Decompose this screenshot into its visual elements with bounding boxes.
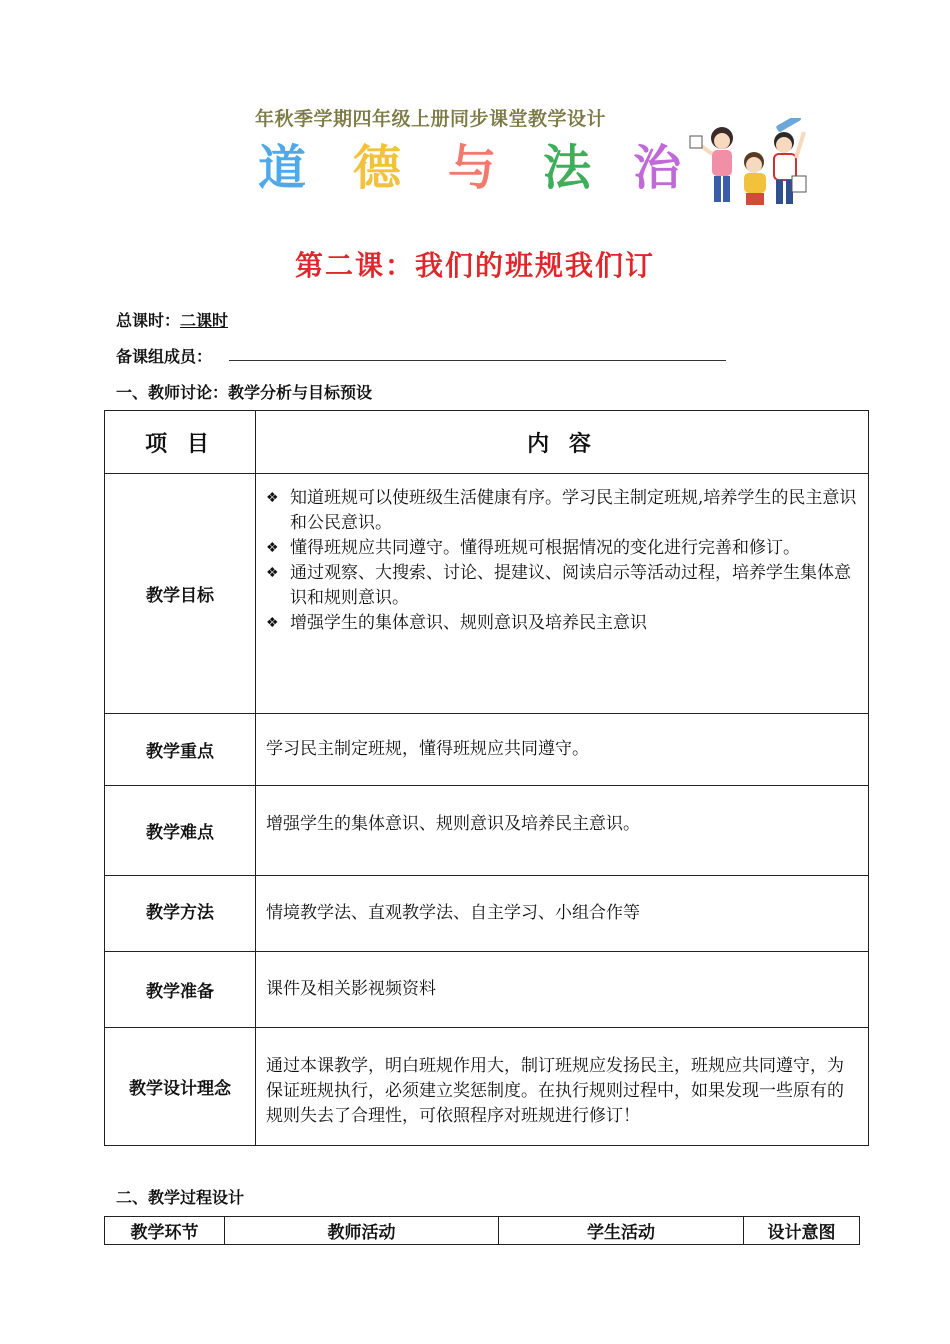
total-hours-label: 总课时： bbox=[116, 311, 181, 330]
total-hours-value: 二课时 bbox=[180, 311, 229, 330]
diamond-bullet-icon: ❖ bbox=[266, 490, 279, 506]
goal-item bbox=[266, 486, 858, 536]
diamond-bullet-icon: ❖ bbox=[266, 540, 279, 556]
banner-title-char: 德 bbox=[353, 140, 402, 196]
goals-cell bbox=[256, 474, 869, 714]
banner-subtitle: 年秋季学期四年级上册同步课堂教学设计 bbox=[255, 108, 607, 130]
goal-text: 知道班规可以使班级生活健康有序。学习民主制定班规,培养学生的民主意识和公民意识。 bbox=[290, 488, 857, 533]
section1-heading: 一、教师讨论：教学分析与目标预设 bbox=[116, 383, 373, 402]
prep: 课件及相关影视频资料 bbox=[256, 952, 869, 1028]
goals-list bbox=[266, 486, 858, 636]
col-design-intent: 设计意图 bbox=[744, 1217, 860, 1245]
diamond-bullet-icon: ❖ bbox=[266, 565, 279, 581]
banner-title-char: 治 bbox=[633, 140, 682, 196]
prep-label: 教学准备 bbox=[105, 952, 256, 1028]
group-members-fill-line bbox=[229, 360, 726, 361]
key-points-label: 教学重点 bbox=[105, 714, 256, 786]
difficulty: 增强学生的集体意识、规则意识及培养民主意识。 bbox=[256, 786, 869, 876]
goal-item bbox=[266, 611, 858, 636]
teaching-analysis-table bbox=[104, 410, 869, 1146]
header-content: 内 容 bbox=[256, 411, 869, 474]
concept-label: 教学设计理念 bbox=[105, 1028, 256, 1146]
total-hours bbox=[116, 308, 228, 331]
goal-text: 懂得班规应共同遵守。懂得班规可根据情况的变化进行完善和修订。 bbox=[290, 538, 800, 558]
banner-title bbox=[258, 138, 688, 198]
concept: 通过本课教学，明白班规作用大，制订班规应发扬民主，班规应共同遵守，为保证班规执行，必须建立奖惩制度。在执行规则过程中，如果发现一些原有的规则失去了合理性，可依照程序对班规进行修订！ bbox=[256, 1028, 869, 1146]
col-student-activity: 学生活动 bbox=[499, 1217, 744, 1245]
teaching-process-table bbox=[104, 1216, 860, 1245]
diamond-bullet-icon: ❖ bbox=[266, 615, 279, 631]
goal-item bbox=[266, 536, 858, 561]
col-stage: 教学环节 bbox=[105, 1217, 225, 1245]
difficulty-label: 教学难点 bbox=[105, 786, 256, 876]
goal-item bbox=[266, 561, 858, 611]
lesson-title: 第二课：我们的班规我们订 bbox=[294, 249, 655, 282]
students-cartoon-illustration bbox=[688, 118, 810, 208]
section2-heading: 二、教学过程设计 bbox=[116, 1188, 245, 1207]
banner-title-char: 道 bbox=[258, 140, 307, 196]
col-teacher-activity: 教师活动 bbox=[225, 1217, 499, 1245]
method-label: 教学方法 bbox=[105, 876, 256, 952]
key-points: 学习民主制定班规，懂得班规应共同遵守。 bbox=[256, 714, 869, 786]
method: 情境教学法、直观教学法、自主学习、小组合作等 bbox=[256, 876, 869, 952]
goal-text: 增强学生的集体意识、规则意识及培养民主意识 bbox=[290, 613, 647, 633]
banner-title-char: 与 bbox=[448, 140, 497, 196]
goal-text: 通过观察、大搜索、讨论、提建议、阅读启示等活动过程，培养学生集体意识和规则意识。 bbox=[290, 563, 851, 608]
header-item: 项 目 bbox=[105, 411, 256, 474]
group-members-label: 备课组成员： bbox=[116, 347, 213, 366]
banner-title-char: 法 bbox=[543, 140, 592, 196]
goals-label: 教学目标 bbox=[105, 474, 256, 714]
